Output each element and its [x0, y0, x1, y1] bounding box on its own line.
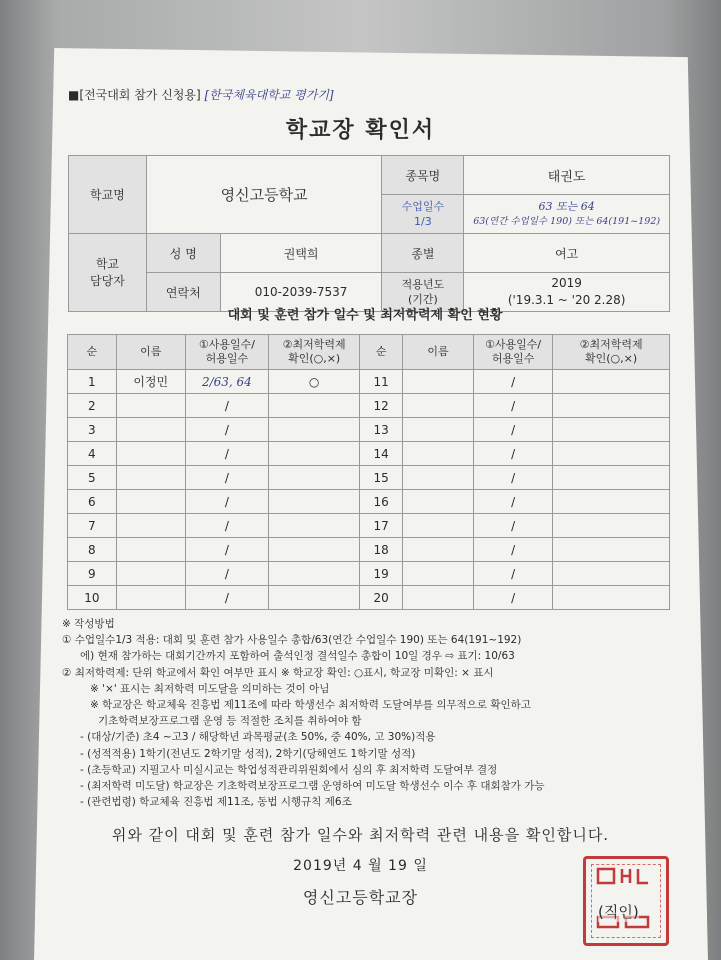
table-row [68, 514, 670, 538]
row-no-2: 13 [360, 418, 403, 442]
row-days-2: / [474, 562, 553, 586]
header-handwriting: [한국체육대학교 평가기] [204, 88, 334, 102]
school-info-table [68, 155, 670, 312]
row-name-2 [402, 586, 473, 610]
header-days: ①사용일수/ 허용일수 [185, 335, 268, 370]
row-min-2 [553, 490, 670, 514]
page-title: 학교장 확인서 [285, 118, 436, 143]
note-4: ※ '×' 표시는 최저학력 미도달을 의미하는 것이 아님 [90, 682, 330, 695]
confirm-statement: 위와 같이 대회 및 훈련 참가 일수와 최저학력 관련 내용을 확인합니다. [111, 826, 610, 844]
row-days-2: / [474, 490, 553, 514]
row-no: 6 [68, 490, 117, 514]
row-days-2: / [474, 586, 553, 610]
row-name-2 [402, 466, 473, 490]
row-days-2: / [474, 394, 553, 418]
table-row [68, 466, 670, 490]
note-1: ① 수업일수1/3 적용: 대회 및 훈련 참가 사용일수 총합/63(연간 수업일수 190) 또는 64(191~192) [62, 634, 522, 647]
row-no-2: 17 [360, 514, 403, 538]
period-value: ('19.3.1 ~ '20 2.28) [507, 293, 626, 307]
header-tag [68, 86, 334, 103]
school-name: 영신고등학교 [146, 156, 382, 234]
row-days: / [185, 466, 268, 490]
note-10: - (최저학력 미도달) 학교장은 기초학력보장프로그램 운영하여 미도달 학생선수 이수 후 대회참가 가능 [80, 780, 545, 793]
row-days-2: / [474, 538, 553, 562]
row-name [116, 394, 185, 418]
row-no: 7 [68, 514, 117, 538]
table-row [68, 442, 670, 466]
row-days-2: / [474, 418, 553, 442]
row-min-2 [553, 442, 670, 466]
header-min-2: ②최저학력제 확인(○,×) [553, 335, 670, 370]
row-no-2: 20 [360, 586, 403, 610]
notes-section [62, 616, 682, 810]
row-name [116, 538, 185, 562]
row-min: ○ [268, 370, 359, 394]
row-name [116, 418, 185, 442]
name-label: 성 명 [146, 234, 220, 273]
row-no: 10 [68, 586, 117, 610]
row-no: 3 [68, 418, 117, 442]
row-min [268, 466, 359, 490]
row-min [268, 562, 359, 586]
row-name [116, 490, 185, 514]
year-label: 적용년도 (기간) [382, 273, 464, 312]
table-row [68, 490, 670, 514]
year-value: 2019 [551, 276, 582, 290]
row-min [268, 586, 359, 610]
days-value-2: 63(연간 수업일수 190) 또는 64(191~192) [473, 216, 661, 227]
principal-signature-line: 영신고등학교장 [302, 888, 419, 907]
seal-label: (직인) [598, 903, 639, 921]
header-tag-label: ■[전국대회 참가 신청용] [68, 88, 201, 102]
table-row [68, 370, 670, 394]
row-name-2 [402, 562, 473, 586]
gender-label: 종별 [382, 234, 464, 273]
note-7: - (대상/기준) 초4 ~고3 / 해당학년 과목평균(초 50%, 중 40%, 고 30%)적용 [80, 731, 436, 744]
contact-label: 연락처 [146, 273, 220, 312]
row-min-2 [553, 418, 670, 442]
roster-table [67, 334, 670, 610]
row-name [116, 466, 185, 490]
row-no: 1 [68, 370, 117, 394]
row-days: / [185, 586, 268, 610]
row-days-2: / [474, 514, 553, 538]
row-no-2: 11 [360, 370, 403, 394]
row-no: 5 [68, 466, 117, 490]
row-min-2 [553, 370, 670, 394]
official-seal [583, 856, 669, 946]
row-min-2 [553, 466, 670, 490]
row-min [268, 538, 359, 562]
row-min-2 [553, 538, 670, 562]
table-row [68, 394, 670, 418]
table-row [68, 586, 670, 610]
row-name: 이정민 [116, 370, 185, 394]
note-2: 에) 현재 참가하는 대회기간까지 포함하여 출석인정 결석일수 총합이 10일 경우 ⇨ 표기: 10/63 [80, 650, 515, 663]
table-row [68, 418, 670, 442]
header-days-2: ①사용일수/ 허용일수 [474, 335, 553, 370]
row-min [268, 394, 359, 418]
gender-value: 여고 [464, 234, 670, 273]
row-no-2: 14 [360, 442, 403, 466]
row-no: 8 [68, 538, 117, 562]
header-name-2: 이름 [402, 335, 473, 370]
row-min-2 [553, 514, 670, 538]
row-no-2: 15 [360, 466, 403, 490]
note-11: - (관련법령) 학교체육 진흥법 제11조, 동법 시행규칙 제6조 [80, 796, 352, 809]
row-name-2 [402, 514, 473, 538]
name-value: 권택희 [220, 234, 382, 273]
days-value-1: 63 또는 64 [538, 200, 595, 213]
row-no: 2 [68, 394, 117, 418]
row-min [268, 514, 359, 538]
header-name: 이름 [116, 335, 185, 370]
row-no-2: 19 [360, 562, 403, 586]
row-no: 4 [68, 442, 117, 466]
note-9: - (초등학교) 지필고사 미실시교는 학업성적관리위원회에서 심의 후 최저학력 도달여부 결정 [80, 763, 498, 776]
notes-heading: ※ 작성방법 [62, 618, 115, 630]
issue-date: 2019년 4 월 19 일 [293, 858, 428, 874]
row-days: / [185, 490, 268, 514]
row-name [116, 586, 185, 610]
row-min [268, 418, 359, 442]
note-6: 기초학력보장프로그램 운영 등 적절한 조치를 취하여야 함 [98, 715, 362, 728]
row-name-2 [402, 370, 473, 394]
row-name [116, 562, 185, 586]
row-days: / [185, 538, 268, 562]
row-days: / [185, 418, 268, 442]
row-name-2 [402, 418, 473, 442]
row-no-2: 12 [360, 394, 403, 418]
row-days: / [185, 514, 268, 538]
days-label: 수업일수 1/3 [382, 195, 464, 234]
row-days: / [185, 394, 268, 418]
header-no: 순 [68, 335, 117, 370]
sport-label: 종목명 [382, 156, 464, 195]
row-min [268, 490, 359, 514]
row-no-2: 16 [360, 490, 403, 514]
row-days: / [185, 442, 268, 466]
row-name-2 [402, 442, 473, 466]
row-no-2: 18 [360, 538, 403, 562]
contact-value: 010-2039-7537 [220, 273, 382, 312]
row-min-2 [553, 562, 670, 586]
note-3: ② 최저학력제: 단위 학교에서 확인 여부만 표시 ※ 학교장 확인: ○표시, 학교장 미확인: × 표시 [62, 666, 494, 679]
row-name [116, 442, 185, 466]
row-min-2 [553, 394, 670, 418]
row-min [268, 442, 359, 466]
row-days: / [185, 562, 268, 586]
table-row [68, 538, 670, 562]
row-no: 9 [68, 562, 117, 586]
header-no-2: 순 [360, 335, 403, 370]
sport-value: 태권도 [464, 156, 670, 195]
row-name [116, 514, 185, 538]
seal-glyphs-icon [586, 859, 660, 937]
manager-label: 학교 담당자 [69, 234, 147, 312]
row-days-2: / [474, 442, 553, 466]
table-row [68, 562, 670, 586]
roster-header-row [68, 335, 670, 370]
row-days: 2/63, 64 [185, 370, 268, 394]
row-name-2 [402, 538, 473, 562]
row-days-2: / [474, 466, 553, 490]
row-days-2: / [474, 370, 553, 394]
row-name-2 [402, 394, 473, 418]
header-min: ②최저학력제 확인(○,×) [268, 335, 359, 370]
row-min-2 [553, 586, 670, 610]
section-title: 대회 및 훈련 참가 일수 및 최저학력제 확인 현황 [227, 308, 503, 323]
school-label: 학교명 [69, 156, 147, 234]
row-name-2 [402, 490, 473, 514]
note-5: ※ 학교장은 학교체육 진흥법 제11조에 따라 학생선수 최저학력 도달여부를 의무적으로 확인하고 [90, 699, 531, 712]
note-8: - (성적적용) 1학기(전년도 2학기말 성적), 2학기(당해연도 1학기말 성적) [80, 747, 416, 760]
